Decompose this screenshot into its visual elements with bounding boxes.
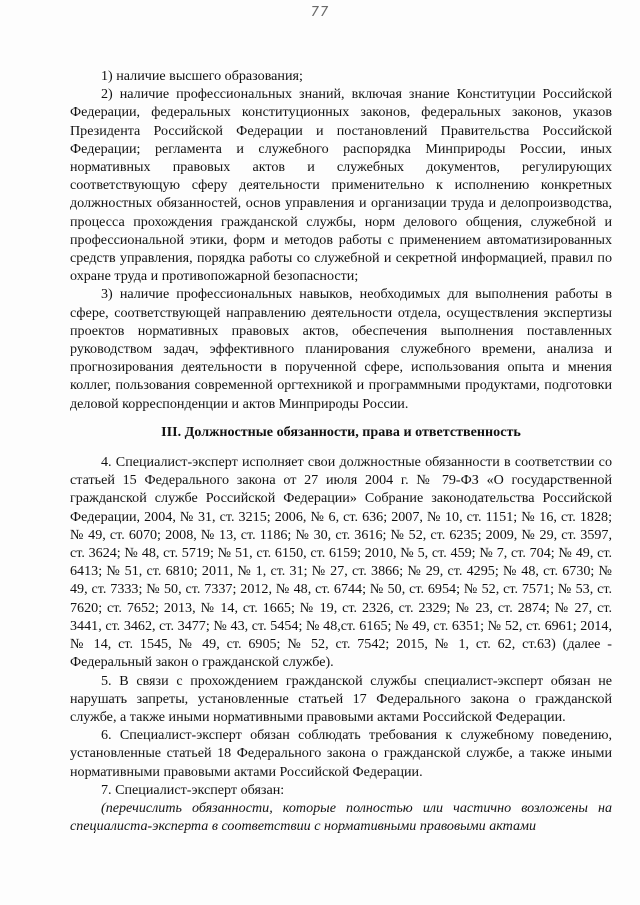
paragraph-requirement-2: 2) наличие профессиональных знаний, включая знание Конституции Российской Федерации, федеральных конституционных законов, федеральных законов, указов Президента Российской Федерации и постановлений Правительства Российской Федерации; регламента и служебного распорядка Минприроды России, иных нормативных правовых актов и служебных документов, регулирующих соответствующую сферу деятельности применительно к исполнению конкретных должностных обязанностей, основ управления и организации труда и делопроизводства, процесса прохождения гражданской службы, норм делового общения, служебной и профессиональной этики, форм и методов работы с применением автоматизированных средств управления, порядка работы со служебной и секретной информацией, правил по охране труда и противопожарной безопасности; — [70, 86, 612, 285]
italic-note: (перечислить обязанности, которые полностью или частично возложены на специалиста-эксперта в соответствии с нормативными правовыми актами — [70, 799, 612, 835]
document-body — [70, 67, 612, 835]
paragraph-item-5: 5. В связи с прохождением гражданской службы специалист-эксперт обязан не нарушать запреты, установленные статьей 17 Федерального закона о гражданской службе, а также иными нормативными правовыми актами Российской Федерации. — [70, 672, 612, 725]
section-heading: III. Должностные обязанности, права и ответственность — [161, 423, 521, 440]
paragraph-requirement-1: 1) наличие высшего образования; — [101, 68, 303, 84]
paragraph-item-6: 6. Специалист-эксперт обязан соблюдать требования к служебному поведению, установленные статьей 18 Федерального закона о гражданской службе, а также иными нормативными правовыми актами Российской Федерации. — [70, 727, 612, 780]
paragraph-item-4: 4. Специалист-эксперт исполняет свои должностные обязанности в соответствии со статьей 15 Федерального закона от 27 июля 2004 г. № 79-ФЗ «О государственной гражданской службе Российской Федерации» Собрание законодательства Российской Федерации, 2004, № 31, ст. 3215; 2006, № 6, ст. 636; 2007, № 10, ст. 1151; № 16, ст. 1828; № 49, ст. 6070; 2008, № 13, ст. 1186; № 30, ст. 3616; № 52, ст. 6235; 2009, № 29, ст. 3597, ст. 3624; № 48, ст. 5719; № 51, ст. 6150, ст. 6159; 2010, № 5, ст. 459; № 7, ст. 704; № 49, ст. 6413; № 51, ст. 6810; 2011, № 1, ст. 31; № 27, ст. 3866; № 29, ст. 4295; № 48, ст. 6730; № 49, ст. 7333; № 50, ст. 7337; 2012, № 48, ст. 6744; № 50, ст. 6954; № 52, ст. 7571; № 53, ст. 7620; ст. 7652; 2013, № 14, ст. 1665; № 19, ст. 2326, ст. 2329; № 23, ст. 2874; № 27, ст. 3441, ст. 3462, ст. 3477; № 43, ст. 5454; № 48,ст. 6165; № 49, ст. 6351; № 52, ст. 6961; 2014, № 14, ст. 1545, № 49, ст. 6905; № 52, ст. 7542; 2015, № 1, ст. 62, ст.63) (далее - Федеральный закон о гражданской службе). — [70, 454, 612, 671]
paragraph-item-7: 7. Специалист-эксперт обязан: — [101, 781, 285, 798]
paragraph-requirement-3: 3) наличие профессиональных навыков, необходимых для выполнения работы в сфере, соответствующей направлению деятельности отдела, осуществления экспертизы проектов нормативных правовых актов, обеспечения выполнения поставленных руководством задач, эффективного планирования служебного времени, анализа и прогнозирования деятельности в порученной сфере, использования опыта и мнения коллег, пользования современной оргтехникой и программными продуктами, подготовки деловой корреспонденции и актов Минприроды России. — [70, 286, 612, 412]
page-number: 77 — [310, 5, 330, 20]
